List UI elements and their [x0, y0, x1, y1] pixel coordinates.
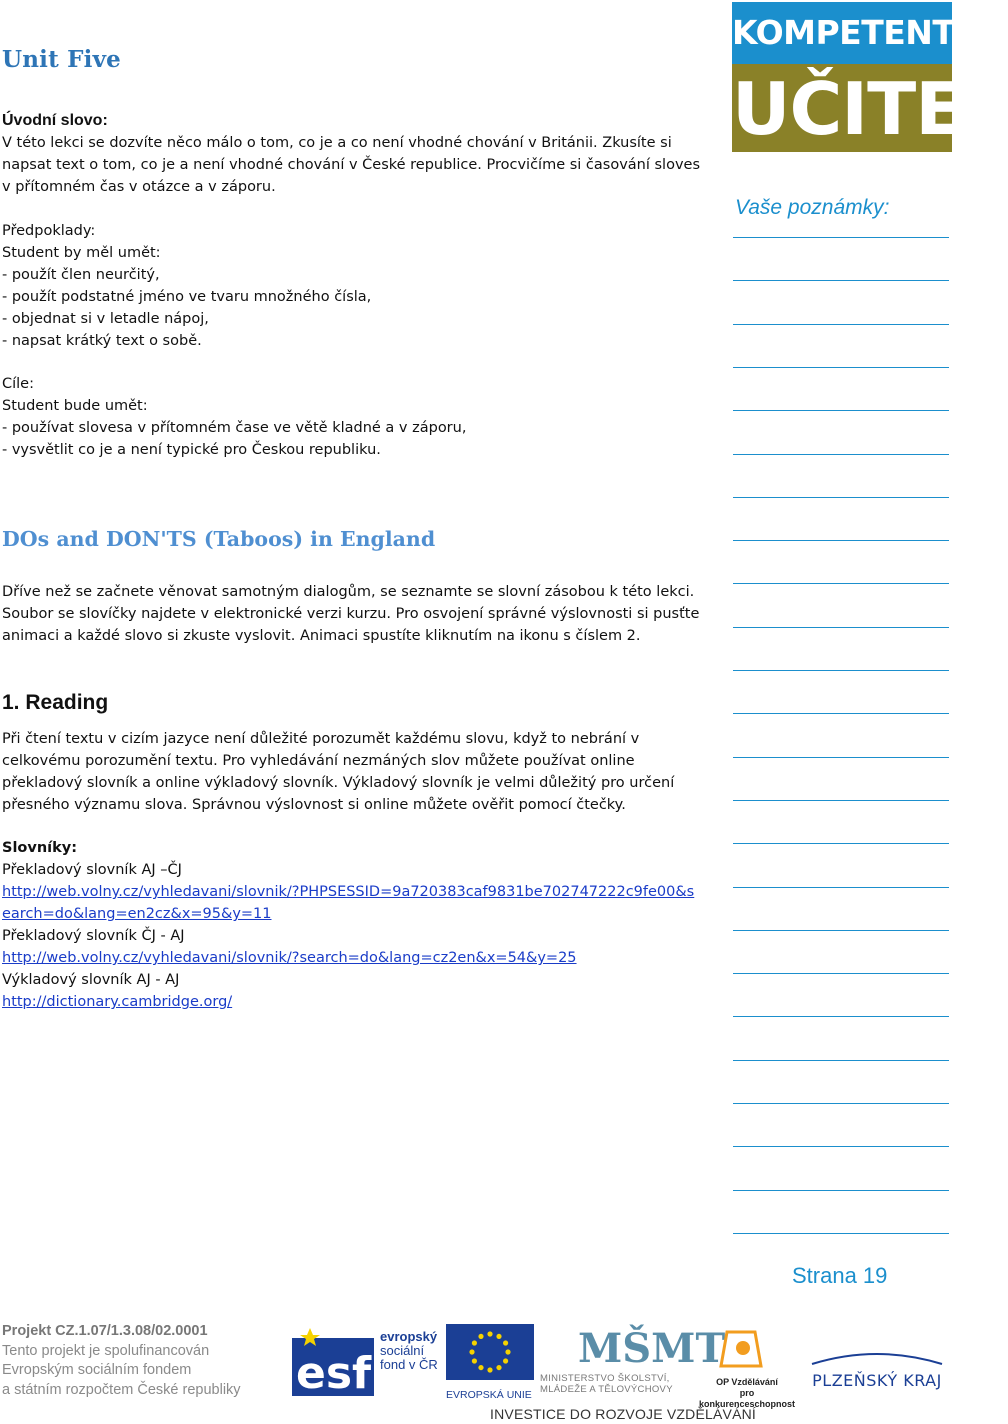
- reading-line: celkovému porozumění textu. Pro vyhledávání nezmáných slov můžete používat online: [2, 753, 635, 769]
- note-line: [733, 1233, 949, 1234]
- eu-flag: [446, 1324, 536, 1401]
- prereq-item: - použít člen neurčitý,: [2, 267, 160, 283]
- note-line: [733, 800, 949, 801]
- esf-text: evropský sociální fond v ČR: [380, 1329, 438, 1372]
- section-intro-line: Dříve než se začnete věnovat samotným dialogům, se seznamte se slovní zásobou k této lekci.: [2, 584, 695, 600]
- note-line: [733, 843, 949, 844]
- note-line: [733, 497, 949, 498]
- note-line: [733, 887, 949, 888]
- dictionary-label: Výkladový slovník AJ - AJ: [2, 972, 180, 988]
- eu-star-icon: [487, 1331, 492, 1336]
- eu-star-icon: [487, 1367, 492, 1372]
- section-title: DOs and DON'TS (Taboos) in England: [2, 527, 436, 551]
- dictionary-link[interactable]: http://web.volny.cz/vyhledavani/slovnik/?PHPSESSID=9a720383caf9831be702747222c9fe00&s: [2, 884, 695, 900]
- msmt-logo: [540, 1324, 726, 1398]
- goals-sub: Student bude umět:: [2, 398, 148, 414]
- page-number: Strana 19: [792, 1263, 888, 1288]
- eu-star-icon: [505, 1349, 510, 1354]
- esf-logo: [292, 1326, 442, 1398]
- note-line: [733, 627, 949, 628]
- note-line: [733, 410, 949, 411]
- footer-project-text: [2, 1322, 272, 1400]
- footer-line: Tento projekt je spolufinancován: [2, 1342, 210, 1359]
- note-line: [733, 367, 949, 368]
- reading-line: překladový slovník a online výkladový slovník. Výkladový slovník je velmi důležitý pro určení: [2, 775, 675, 791]
- prereq-item: - použít podstatné jméno ve tvaru množného čísla,: [2, 289, 372, 305]
- prereq-sub: Student by měl umět:: [2, 245, 161, 261]
- plzensky-kraj-logo: [802, 1346, 952, 1396]
- intro-line: V této lekci se dozvíte něco málo o tom, co je a co není vhodné chování v Británii. Zkusíte si: [2, 135, 672, 151]
- dictionary-link-cont[interactable]: earch=do&lang=en2cz&x=95&y=11: [2, 906, 272, 922]
- note-line: [733, 1190, 949, 1191]
- eu-star-icon: [469, 1349, 474, 1354]
- goals-item: - vysvětlit co je a není typické pro Českou republiku.: [2, 442, 381, 458]
- dictionary-link[interactable]: http://web.volny.cz/vyhledavani/slovnik/?search=do&lang=cz2en&x=54&y=25: [2, 950, 577, 966]
- eu-star-icon: [478, 1334, 483, 1339]
- reading-text: [2, 728, 702, 816]
- project-code: Projekt CZ.1.07/1.3.08/02.0001: [2, 1323, 208, 1339]
- note-line: [733, 1146, 949, 1147]
- note-line: [733, 237, 949, 238]
- logo-line2: UČITEL: [732, 64, 952, 152]
- notes-title: Vaše poznámky:: [735, 196, 890, 219]
- dictionary-label: Překladový slovník AJ –ČJ: [2, 862, 182, 878]
- goals-section: [2, 373, 702, 461]
- reading-line: přesného významu slova. Správnou výslovnost si online můžete ověřit pomocí čtečky.: [2, 797, 626, 813]
- eu-star-icon: [472, 1340, 477, 1345]
- note-line: [733, 1103, 949, 1104]
- logo-line1: KOMPETENTNÍ: [732, 2, 952, 64]
- svg-text:esf: esf: [296, 1348, 372, 1399]
- op-logo: [697, 1326, 797, 1409]
- eu-star-icon: [478, 1365, 483, 1370]
- note-line: [733, 1016, 949, 1017]
- intro-section: [2, 110, 702, 198]
- note-line: [733, 930, 949, 931]
- op-text: OP Vzdělávání pro konkurenceschopnost: [698, 1377, 796, 1409]
- goals-heading: Cíle:: [2, 376, 34, 392]
- section-intro-line: Soubor se slovíčky najdete v elektronické verzi kurzu. Pro osvojení správné výslovnosti si pusťte: [2, 606, 700, 622]
- prereq-heading: Předpoklady:: [2, 223, 96, 239]
- kompetentni-ucitel-logo: [732, 2, 1008, 152]
- note-line: [733, 1060, 949, 1061]
- dictionary-link[interactable]: http://dictionary.cambridge.org/: [2, 994, 233, 1010]
- note-line: [733, 454, 949, 455]
- eu-star-icon: [503, 1358, 508, 1363]
- intro-heading: Úvodní slovo:: [2, 112, 108, 129]
- eu-text: EVROPSKÁ UNIE: [446, 1389, 532, 1401]
- goals-item: - používat slovesa v přítomném čase ve větě kladné a v záporu,: [2, 420, 467, 436]
- note-line: [733, 713, 949, 714]
- section-intro-line: animaci a každé slovo si zkuste vyslovit. Animaci spustíte kliknutím na ikonu s číslem 2.: [2, 628, 641, 644]
- msmt-text: MINISTERSTVO ŠKOLSTVÍ, MLÁDEŽE A TĚLOVÝCHOVY: [540, 1373, 673, 1395]
- intro-line: v přítomném čas v otázce a v záporu.: [2, 179, 276, 195]
- reading-title: 1. Reading: [2, 691, 109, 714]
- pk-text: PLZEŇSKÝ KRAJ: [812, 1371, 942, 1390]
- eu-star-icon: [496, 1365, 501, 1370]
- eu-star-icon: [496, 1334, 501, 1339]
- unit-title: Unit Five: [2, 46, 122, 73]
- note-line: [733, 540, 949, 541]
- note-line: [733, 757, 949, 758]
- section-intro: [2, 581, 702, 647]
- note-line: [733, 324, 949, 325]
- prereq-item: - objednat si v letadle nápoj,: [2, 311, 209, 327]
- dictionaries-section: [2, 837, 707, 1013]
- dictionary-label: Překladový slovník ČJ - AJ: [2, 928, 185, 944]
- dictionaries-heading: Slovníky:: [2, 840, 78, 856]
- note-line: [733, 973, 949, 974]
- footer-line: Evropským sociálním fondem: [2, 1362, 192, 1378]
- footer-line: a státním rozpočtem České republiky: [2, 1381, 241, 1398]
- investment-slogan: INVESTICE DO ROZVOJE VZDĚLÁVÁNÍ: [490, 1406, 757, 1422]
- intro-line: napsat text o tom, co je a není vhodné chování v České republice. Procvičíme si časování sloves: [2, 157, 701, 173]
- note-line: [733, 280, 949, 281]
- note-line: [733, 670, 949, 671]
- eu-star-icon: [472, 1358, 477, 1363]
- eu-star-icon: [503, 1340, 508, 1345]
- note-line: [733, 583, 949, 584]
- prereq-item: - napsat krátký text o sobě.: [2, 333, 202, 349]
- reading-line: Při čtení textu v cizím jazyce není důležité porozumět každému slovu, když to nebrání v: [2, 731, 640, 747]
- prereq-section: [2, 220, 702, 352]
- svg-text:MŠMT: MŠMT: [578, 1325, 726, 1372]
